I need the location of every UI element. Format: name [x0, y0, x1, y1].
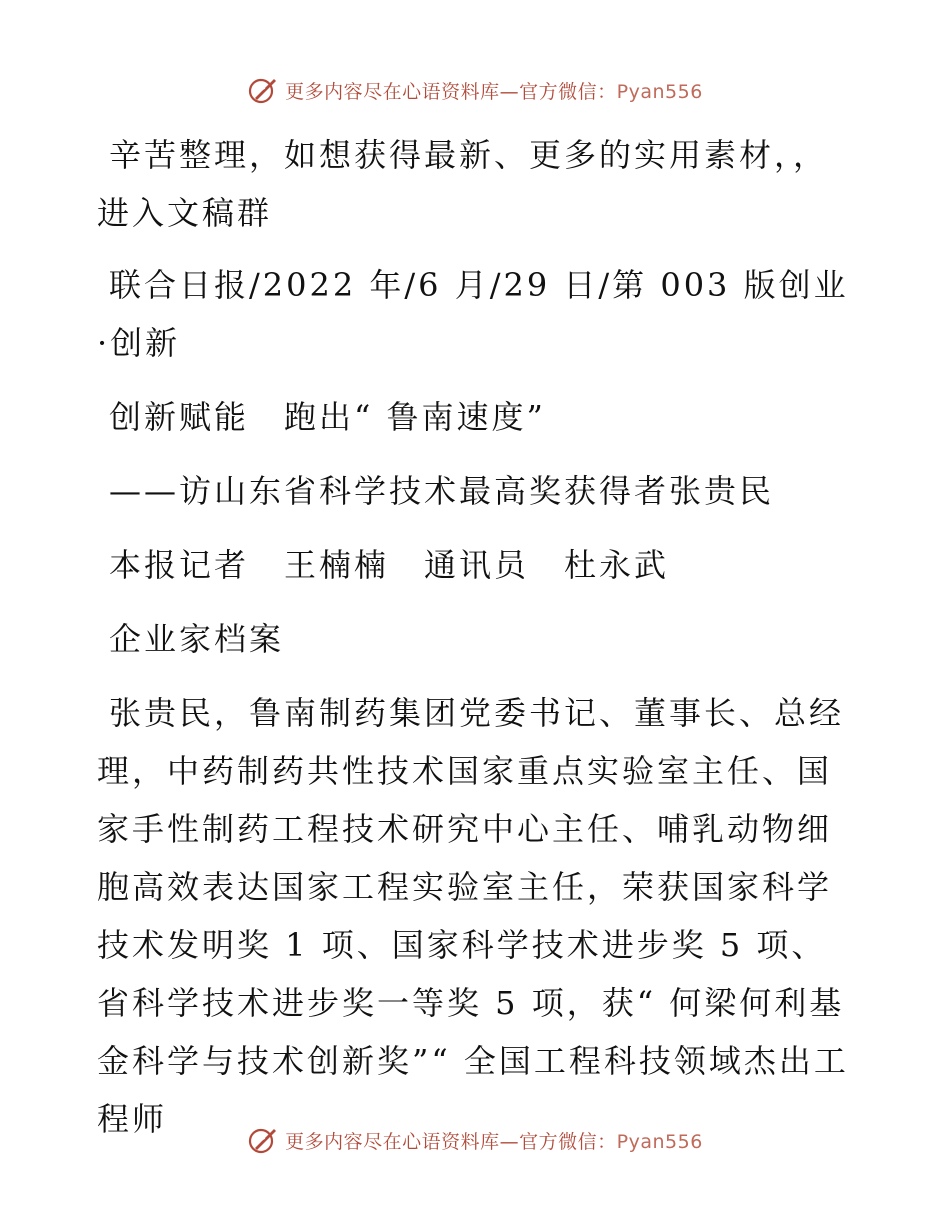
article-headline: 创新赋能 跑出“ 鲁南速度”: [109, 398, 546, 436]
body-paragraph: 张贵民，鲁南制药集团党委书记、董事长、总经理，中药制药共性技术国家重点实验室主任、国家手性制药工程技术研究中心主任、哺乳动物细胞高效表达国家工程实验室主任，荣获国家科学技术发明奖 1 项、国家科学技术进步奖 5 项、省科学技术进步奖一等奖 5 项，获“ 何梁何利基金科学与技术创新奖”“ 全国工程科技领域杰出工程师: [97, 694, 849, 1138]
footer-watermark: [0, 1120, 950, 1160]
quill-logo-icon: [247, 1124, 279, 1156]
watermark-text: 更多内容尽在心语资料库—官方微信：Pyan556: [285, 80, 703, 103]
article-subheadline: ——访山东省科学技术最高奖获得者张贵民: [109, 472, 775, 510]
section-heading: 企业家档案: [109, 620, 285, 658]
watermark-text: 更多内容尽在心语资料库—官方微信：Pyan556: [285, 1130, 703, 1153]
quill-logo-icon: [247, 74, 279, 106]
byline: 本报记者 王楠楠 通讯员 杜永武: [109, 546, 670, 584]
header-watermark: [0, 70, 950, 110]
intro-note: 辛苦整理，如想获得最新、更多的实用素材，，进入文稿群: [97, 136, 829, 232]
document-body: [97, 126, 857, 1148]
source-line: 联合日报/2022 年/6 月/29 日/第 003 版创业·创新: [97, 266, 849, 362]
